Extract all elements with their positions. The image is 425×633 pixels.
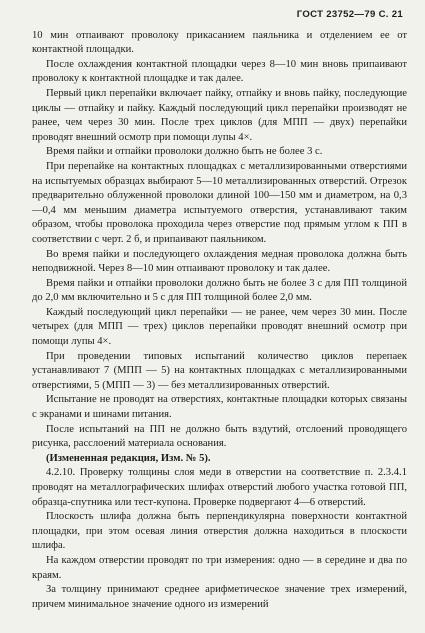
paragraph-6: Во время пайки и последующего охлаждения медная проволока должна быть неподвижной. Через 8—10 мин отпаивают проволоку и так далее. <box>32 248 407 275</box>
paragraph-9: При проведении типовых испытаний количество циклов перепаек устанавливают 7 (МПП — 5) на контактных площадках с металлизированными отверстиями, 5 (МПП — 3) — без металлизированных отверстий. <box>32 350 407 391</box>
page-header: ГОСТ 23752—79 С. 21 <box>296 9 403 20</box>
paragraph-16: За толщину принимают среднее арифметическое значение трех измерений, причем минимальное значение одного из измерений <box>32 584 407 610</box>
paragraph-10: Испытание не проводят на отверстиях, контактные площадки которых связаны с экранами и шинами питания. <box>32 394 407 421</box>
paragraph-8: Каждый последующий цикл перепайки — не ранее, чем через 30 мин. После четырех (для МПП — трех) циклов перепайки проводят внешний осмотр при помощи лупы 4×. <box>32 306 407 348</box>
paragraph-11: После испытаний на ПП не должно быть вздутий, отслоений проводящего рисунка, расслоений материала основания. <box>32 423 407 450</box>
paragraph-2: После охлаждения контактной площадки через 8—10 мин вновь припаивают проволоку к контактной площадке и так далее. <box>32 58 407 85</box>
paragraph-5: При перепайке на контактных площадках с металлизированными отверстиями на испытуемых образцах выбирают 5—10 металлизированных отверстий. Отрезок предварительно облуженной проволоки длиной 100—150 мм и диаметром, на 0,3—0,4 мм меньшим диаметра испытуемого отверстия, устанавливают таким образом, чтобы проволока проходила через отверстие под прямым углом к ПП в соответствии с черт. 2 б, и припаивают паяльником. <box>32 160 407 245</box>
paragraph-13: 4.2.10. Проверку толщины слоя меди в отверстии на соответствие п. 2.3.4.1 проводят на металлографических шлифах отверстий любого участка готовой ПП, образца-спутника или тест-купона. Проверке подвергают 4—6 отверстий. <box>32 467 407 508</box>
paragraph-3: Первый цикл перепайки включает пайку, отпайку и вновь пайку, последующие циклы — отпайку и пайку. Каждый последующий цикл перепайки производят не ранее, чем через 30 мин. После трех циклов (для МПП — двух) перепайки проводят внешний осмотр при помощи лупы 4×. <box>32 87 407 143</box>
amendment-note: (Измененная редакция, Изм. № 5). <box>46 452 211 464</box>
paragraph-1: 10 мин отпаивают проволоку прикасанием паяльника и отделением ее от контактной площадки. <box>32 29 407 56</box>
paragraph-15: На каждом отверстии проводят по три измерения: одно — в середине и два по краям. <box>32 554 407 581</box>
paragraph-14: Плоскость шлифа должна быть перпендикулярна поверхности контактной площадки, при этом осевая линия отверстия должна находиться в плоскости шлифа. <box>32 511 407 552</box>
paragraph-4: Время пайки и отпайки проволоки должно быть не более 3 с. <box>46 146 323 158</box>
paragraph-7: Время пайки и отпайки проволоки должно быть не более 3 с для ПП толщиной до 2,0 мм включительно и 5 с для ПП толщиной более 2,0 мм. <box>32 277 407 304</box>
